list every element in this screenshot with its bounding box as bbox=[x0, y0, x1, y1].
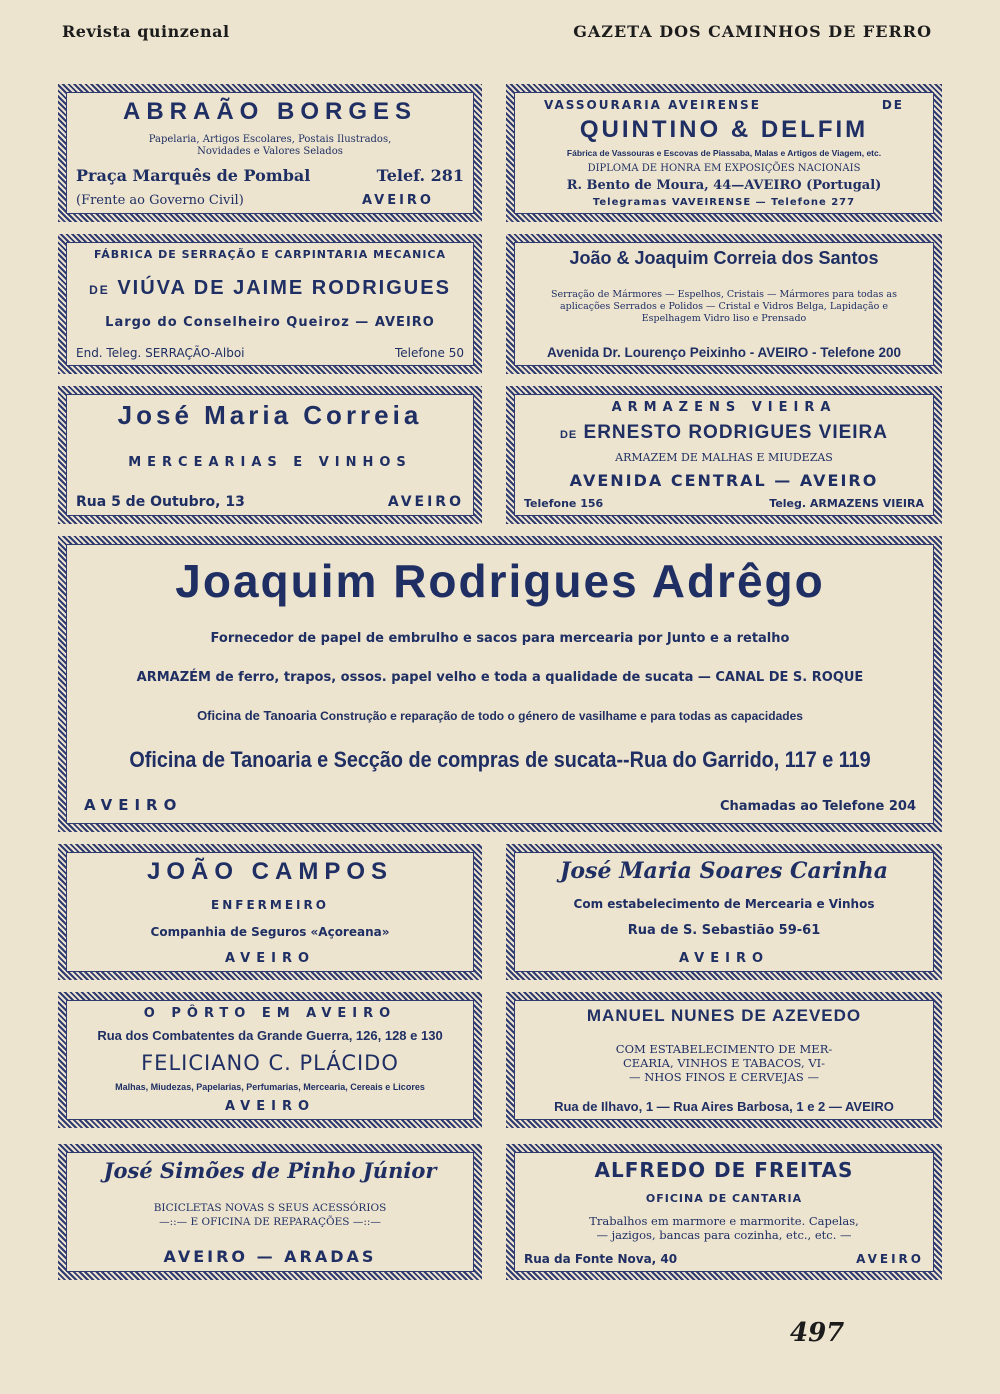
ad-description: Com estabelecimento de Mercearia e Vinhos bbox=[573, 896, 875, 911]
ad-de: DE bbox=[89, 282, 110, 297]
ad-address: Praça Marquês de Pombal bbox=[76, 166, 311, 185]
ad-address: Rua da Fonte Nova, 40 bbox=[524, 1251, 678, 1266]
ad-description: Fábrica de Vassouras e Escovas de Piassaba, Malas e Artigos de Viagem, etc. bbox=[566, 148, 882, 159]
ad-correia-dos-santos bbox=[506, 234, 942, 374]
ad-title: VIÚVA DE JAIME RODRIGUES bbox=[117, 276, 451, 299]
ad-telephone: Telef. 281 bbox=[376, 166, 464, 185]
ad-profession: ENFERMEIRO bbox=[211, 898, 329, 913]
ad-title: MANUEL NUNES DE AZEVEDO bbox=[586, 1006, 862, 1025]
header-left: Revista quinzenal bbox=[62, 22, 230, 41]
ad-line-2: —::— E OFICINA DE REPARAÇÕES —::— bbox=[159, 1216, 381, 1228]
ad-city: AVEIRO bbox=[224, 1099, 316, 1114]
ad-manuel-nunes-de-azevedo bbox=[506, 992, 942, 1128]
ad-title: ABRAÃO BORGES bbox=[122, 98, 417, 125]
ad-line-3: — NHOS FINOS E CERVEJAS — bbox=[629, 1069, 819, 1084]
ad-line-1: Trabalhos em marmore e marmorite. Capelas, bbox=[589, 1214, 859, 1229]
page-number: 497 bbox=[790, 1318, 845, 1348]
ad-telegraph: Teleg. ARMAZENS VIEIRA bbox=[769, 497, 924, 510]
ad-address: Avenida Dr. Lourenço Peixinho - AVEIRO - Telefone 200 bbox=[546, 345, 902, 360]
ad-jose-maria-correia bbox=[58, 386, 482, 524]
ad-description: Malhas, Miudezas, Papelarias, Perfumarias, Mercearia, Cereais e Licores bbox=[115, 1081, 425, 1092]
ad-telephone: Telefone 50 bbox=[394, 345, 464, 360]
ad-jose-simoes-de-pinho-junior bbox=[58, 1144, 482, 1280]
ad-city: AVEIRO — ARADAS bbox=[163, 1247, 377, 1266]
ad-title: ALFREDO DE FREITAS bbox=[594, 1158, 854, 1182]
ad-title: José Simões de Pinho Júnior bbox=[103, 1158, 437, 1183]
ad-viuva-jaime-rodrigues bbox=[58, 234, 482, 374]
ad-subtitle: O PÔRTO EM AVEIRO bbox=[143, 1006, 397, 1021]
ad-address: Rua dos Combatentes da Grande Guerra, 126, 128 e 130 bbox=[97, 1028, 443, 1044]
ad-description: MERCEARIAS E VINHOS bbox=[128, 455, 412, 470]
ad-o-porto-em-aveiro bbox=[58, 992, 482, 1128]
ad-joao-campos bbox=[58, 844, 482, 980]
ad-subtitle: FÁBRICA DE SERRAÇÃO E CARPINTARIA MECANICA bbox=[93, 248, 447, 261]
ad-telephone: Telegramas VAVEIRENSE — Telefone 277 bbox=[592, 196, 856, 208]
ad-subtitle: OFICINA DE CANTARIA bbox=[645, 1191, 803, 1205]
ad-address: Largo do Conselheiro Queiroz — AVEIRO bbox=[105, 315, 435, 331]
ad-city: AVEIRO bbox=[387, 494, 464, 510]
ad-title: Joaquim Rodrigues Adrêgo bbox=[175, 555, 825, 607]
header-right: GAZETA DOS CAMINHOS DE FERRO bbox=[573, 22, 932, 41]
ad-subtitle: ARMAZENS VIEIRA bbox=[611, 400, 837, 415]
ad-title: JOÃO CAMPOS bbox=[146, 858, 394, 885]
ad-address: AVENIDA CENTRAL — AVEIRO bbox=[569, 471, 879, 490]
ad-city: AVEIRO bbox=[678, 950, 770, 966]
ad-telephone: Chamadas ao Telefone 204 bbox=[719, 798, 916, 814]
ad-line-2: — jazigos, bancas para cozinha, etc., etc. — bbox=[596, 1228, 852, 1243]
ad-address: Rua 5 de Outubro, 13 bbox=[76, 494, 245, 510]
ad-diploma: DIPLOMA DE HONRA EM EXPOSIÇÕES NACIONAIS bbox=[587, 162, 861, 174]
ad-city: AVEIRO bbox=[856, 1251, 924, 1266]
ad-description: ARMAZEM DE MALHAS E MIUDEZAS bbox=[615, 451, 833, 464]
ad-alfredo-de-freitas bbox=[506, 1144, 942, 1280]
ad-title: José Maria Correia bbox=[117, 400, 423, 430]
ad-title: João & Joaquim Correia dos Santos bbox=[569, 248, 879, 268]
ad-line-3a: Oficina de Tanoaria bbox=[197, 708, 317, 724]
ad-line-3b: Construção e reparação de todo o género de vasilhame e para todas as capacidades bbox=[320, 709, 803, 724]
ad-de: DE bbox=[881, 98, 904, 112]
ad-armazens-vieira bbox=[506, 386, 942, 524]
ad-note: (Frente ao Governo Civil) bbox=[76, 193, 244, 208]
ad-line-2: CEARIA, VINHOS E TABACOS, VI- bbox=[622, 1055, 826, 1070]
ad-de: DE bbox=[559, 429, 578, 441]
ad-description: Serração de Mármores — Espelhos, Cristais — Mármores para todas as aplicações Serrados e Polidos — Cristal e Vidros Belga, Lapidação e Espelhagem Vidro liso e Prensado bbox=[551, 289, 897, 324]
ad-city: AVEIRO bbox=[84, 795, 183, 814]
ad-line-4: Oficina de Tanoaria e Secção de compras de sucata--Rua do Garrido, 117 e 119 bbox=[129, 746, 871, 772]
ad-line-2: ARMAZÉM de ferro, trapos, ossos. papel velho e toda a qualidade de sucata — CANAL DE S. ROQUE bbox=[136, 669, 864, 685]
ad-title: QUINTINO & DELFIM bbox=[579, 116, 869, 144]
ad-company: Companhia de Seguros «Açoreana» bbox=[150, 924, 390, 939]
ad-title: FELICIANO C. PLÁCIDO bbox=[141, 1050, 399, 1075]
ad-title: José Maria Soares Carinha bbox=[559, 858, 888, 884]
ad-telephone: Telefone 156 bbox=[524, 497, 604, 510]
ad-jose-maria-soares-carinha bbox=[506, 844, 942, 980]
ad-line-1: COM ESTABELECIMENTO DE MER- bbox=[615, 1041, 833, 1056]
ad-city: AVEIRO bbox=[361, 193, 434, 208]
ad-subtitle: VASSOURARIA AVEIRENSE bbox=[544, 98, 761, 112]
ad-address: Rua de S. Sebastião 59-61 bbox=[627, 923, 821, 939]
ad-city: AVEIRO bbox=[224, 950, 316, 966]
ad-description: Papelaria, Artigos Escolares, Postais Ilustrados, Novidades e Valores Selados bbox=[148, 134, 392, 157]
ad-joaquim-rodrigues-adrego bbox=[58, 536, 942, 832]
ad-line-1: Fornecedor de papel de embrulho e sacos para mercearia por Junto e a retalho bbox=[210, 631, 790, 647]
ad-address: Rua de Ilhavo, 1 — Rua Aires Barbosa, 1 e 2 — AVEIRO bbox=[554, 1099, 894, 1114]
ad-title: ERNESTO RODRIGUES VIEIRA bbox=[583, 422, 889, 443]
ad-address: R. Bento de Moura, 44—AVEIRO (Portugal) bbox=[566, 177, 882, 193]
ad-quintino-delfim bbox=[506, 84, 942, 222]
ad-telegraph: End. Teleg. SERRAÇÃO-Alboi bbox=[76, 345, 245, 360]
ad-abraao-borges bbox=[58, 84, 482, 222]
ad-line-1: BICICLETAS NOVAS S SEUS ACESSÓRIOS bbox=[153, 1202, 387, 1214]
